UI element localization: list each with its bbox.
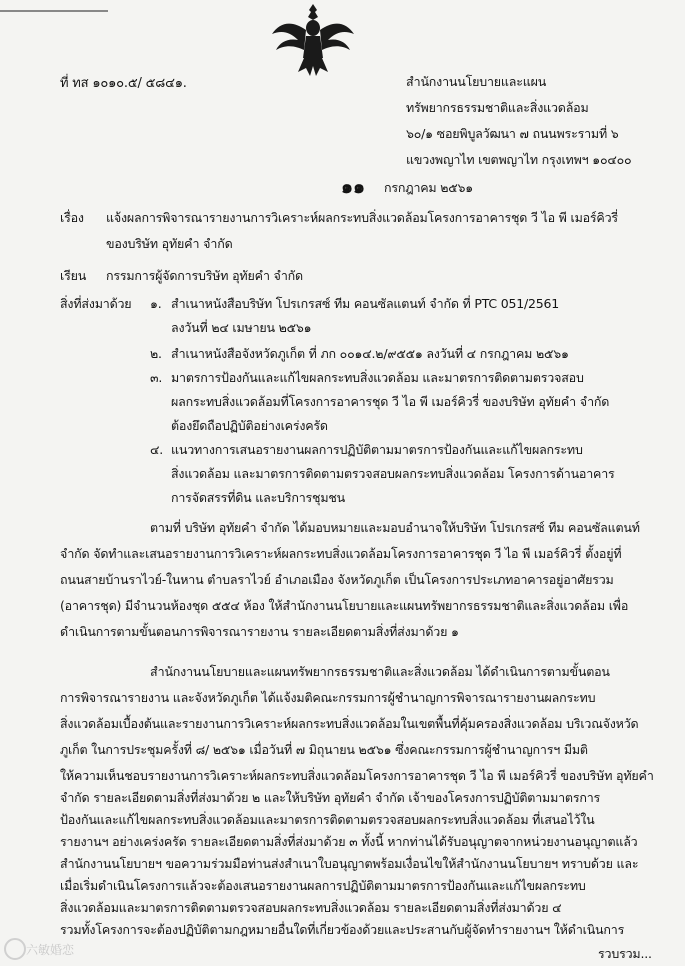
salutation-label: เรียน xyxy=(60,268,87,283)
enclosure-line: ต้องยึดถือปฏิบัติอย่างเคร่งครัด xyxy=(171,418,328,433)
top-edge-mark xyxy=(0,0,108,12)
enclosure-line: สิ่งแวดล้อม และมาตรการติดตามตรวจสอบผลกระทบสิ่งแวดล้อม โครงการด้านอาคาร xyxy=(171,466,615,481)
paragraph-2-line: ให้ความเห็นชอบรายงานการวิเคราะห์ผลกระทบสิ่งแวดล้อมโครงการอาคารชุด วี ไอ พี เมอร์คิวรี่ ของบริษัท อุทัยคำ xyxy=(60,768,654,783)
paragraph-2-line: เมื่อเริ่มดำเนินโครงการแล้วจะต้องเสนอรายงานผลการปฏิบัติตามมาตรการป้องกันและแก้ไขผลกระทบ xyxy=(60,878,586,893)
paragraph-2-line: รวมทั้งโครงการจะต้องปฏิบัติตามกฎหมายอื่นใดที่เกี่ยวข้องด้วยและประสานกับผู้จัดทำรายงานฯ ให้ดำเนินการ xyxy=(60,922,625,937)
paragraph-2-line: สิ่งแวดล้อมและมาตรการติดตามตรวจสอบผลกระทบสิ่งแวดล้อม รายละเอียดตามสิ่งที่ส่งมาด้วย ๔ xyxy=(60,900,562,915)
paragraph-2-line: จำกัด รายละเอียดตามสิ่งที่ส่งมาด้วย ๒ และให้บริษัท อุทัยคำ จำกัด เจ้าของโครงการปฏิบัติตามมาตรการ xyxy=(60,790,601,805)
garuda-emblem xyxy=(268,0,358,78)
date-month-year: กรกฎาคม ๒๕๖๑ xyxy=(384,180,474,195)
paragraph-1-line: ตามที่ บริษัท อุทัยคำ จำกัด ได้มอบหมายและมอบอำนาจให้บริษัท โปรเกรสซ์ ทีม คอนซัลแตนท์ xyxy=(150,520,640,535)
enclosures-label: สิ่งที่ส่งมาด้วย xyxy=(60,296,132,311)
agency-line-2: ทรัพยากรธรรมชาติและสิ่งแวดล้อม xyxy=(406,100,589,115)
enclosure-line: สำเนาหนังสือจังหวัดภูเก็ต ที่ ภก ๐๐๑๔.๒/๙๕๕๑ ลงวันที่ ๔ กรกฎาคม ๒๕๖๑ xyxy=(171,346,569,361)
continuation-marker: รวบรวม... xyxy=(598,946,652,961)
paragraph-2-line: รายงานฯ อย่างเคร่งครัด รายละเอียดตามสิ่งที่ส่งมาด้วย ๓ ทั้งนี้ หากท่านได้รับอนุญาตจากหน่วยงานอนุญาตแล้ว xyxy=(60,834,638,849)
paragraph-1-line: ดำเนินการตามขั้นตอนการพิจารณารายงาน รายละเอียดตามสิ่งที่ส่งมาด้วย ๑ xyxy=(60,624,459,639)
paragraph-2-line: สำนักงานนโยบายและแผนทรัพยากรธรรมชาติและสิ่งแวดล้อม ได้ดำเนินการตามขั้นตอน xyxy=(150,664,610,679)
paragraph-2-line: ป้องกันและแก้ไขผลกระทบสิ่งแวดล้อมและมาตรการติดตามตรวจสอบผลกระทบสิ่งแวดล้อม ที่เสนอไว้ใน xyxy=(60,812,595,827)
enclosure-number: ๒. xyxy=(150,346,162,361)
enclosure-number: ๔. xyxy=(150,442,164,457)
enclosure-line: สำเนาหนังสือบริษัท โปรเกรสซ์ ทีม คอนซัลแตนท์ จำกัด ที่ PTC 051/2561 xyxy=(171,296,559,311)
agency-line-4: แขวงพญาไท เขตพญาไท กรุงเทพฯ ๑๐๔๐๐ xyxy=(406,152,632,167)
paragraph-2-line: ภูเก็ต ในการประชุมครั้งที่ ๘/ ๒๕๖๑ เมื่อวันที่ ๗ มิถุนายน ๒๕๖๑ ซึ่งคณะกรรมการผู้ชำนาญการฯ มีมติ xyxy=(60,742,588,757)
paragraph-2-line: การพิจารณารายงาน และจังหวัดภูเก็ต ได้แจ้งมติคณะกรรมการผู้ชำนาญการพิจารณารายงานผลกระทบ xyxy=(60,690,596,705)
subject-line-1: แจ้งผลการพิจารณารายงานการวิเคราะห์ผลกระทบสิ่งแวดล้อมโครงการอาคารชุด วี ไอ พี เมอร์คิวรี่ xyxy=(106,210,618,225)
watermark-text: 六敏婚恋 xyxy=(26,943,75,957)
agency-line-3: ๖๐/๑ ซอยพิบูลวัฒนา ๗ ถนนพระรามที่ ๖ xyxy=(406,126,619,141)
paragraph-1-line: ถนนสายบ้านราไวย์-ในหาน ตำบลราไวย์ อำเภอเมือง จังหวัดภูเก็ต เป็นโครงการประเภทอาคารอยู่อาศัยรวม xyxy=(60,572,614,587)
enclosure-line: ผลกระทบสิ่งแวดล้อมที่โครงการอาคารชุด วี ไอ พี เมอร์คิวรี่ ของบริษัท อุทัยคำ จำกัด xyxy=(171,394,610,409)
enclosure-number: ๑. xyxy=(150,296,162,311)
date-day: ๑๑ xyxy=(341,176,366,198)
agency-line-1: สำนักงานนโยบายและแผน xyxy=(406,74,547,89)
enclosure-number: ๓. xyxy=(150,370,163,385)
enclosure-line: ลงวันที่ ๒๔ เมษายน ๒๕๖๑ xyxy=(171,320,312,335)
salutation-text: กรรมการผู้จัดการบริษัท อุทัยคำ จำกัด xyxy=(106,268,303,283)
subject-label: เรื่อง xyxy=(60,210,84,225)
paragraph-2-line: สำนักงานนโยบายฯ ขอความร่วมมือท่านส่งสำเนาใบอนุญาตพร้อมเงื่อนไขให้สำนักงานนโยบายฯ ทราบด้วย และ xyxy=(60,856,639,871)
paragraph-1-line: (อาคารชุด) มีจำนวนห้องชุด ๕๕๔ ห้อง ให้สำนักงานนโยบายและแผนทรัพยากรธรรมชาติและสิ่งแวดล้อม เพื่อ xyxy=(60,598,629,613)
enclosure-line: แนวทางการเสนอรายงานผลการปฏิบัติตามมาตรการป้องกันและแก้ไขผลกระทบ xyxy=(171,442,583,457)
reference-number: ที่ ทส ๑๐๑๐.๕/ ๕๘๔๑. xyxy=(60,76,187,91)
paragraph-1-line: จำกัด จัดทำและเสนอรายงานการวิเคราะห์ผลกระทบสิ่งแวดล้อมโครงการอาคารชุด วี ไอ พี เมอร์คิวรี่ ตั้งอยู่ที่ xyxy=(60,546,622,561)
enclosure-line: มาตรการป้องกันและแก้ไขผลกระทบสิ่งแวดล้อม และมาตรการติดตามตรวจสอบ xyxy=(171,370,584,385)
subject-line-2: ของบริษัท อุทัยคำ จำกัด xyxy=(106,236,233,251)
watermark-icon xyxy=(4,938,26,960)
enclosure-line: การจัดสรรที่ดิน และบริการชุมชน xyxy=(171,490,346,505)
paragraph-2-line: สิ่งแวดล้อมเบื้องต้นและรายงานการวิเคราะห์ผลกระทบสิ่งแวดล้อมในเขตพื้นที่คุ้มครองสิ่งแวดล้อม บริเวณจังหวัด xyxy=(60,716,639,731)
